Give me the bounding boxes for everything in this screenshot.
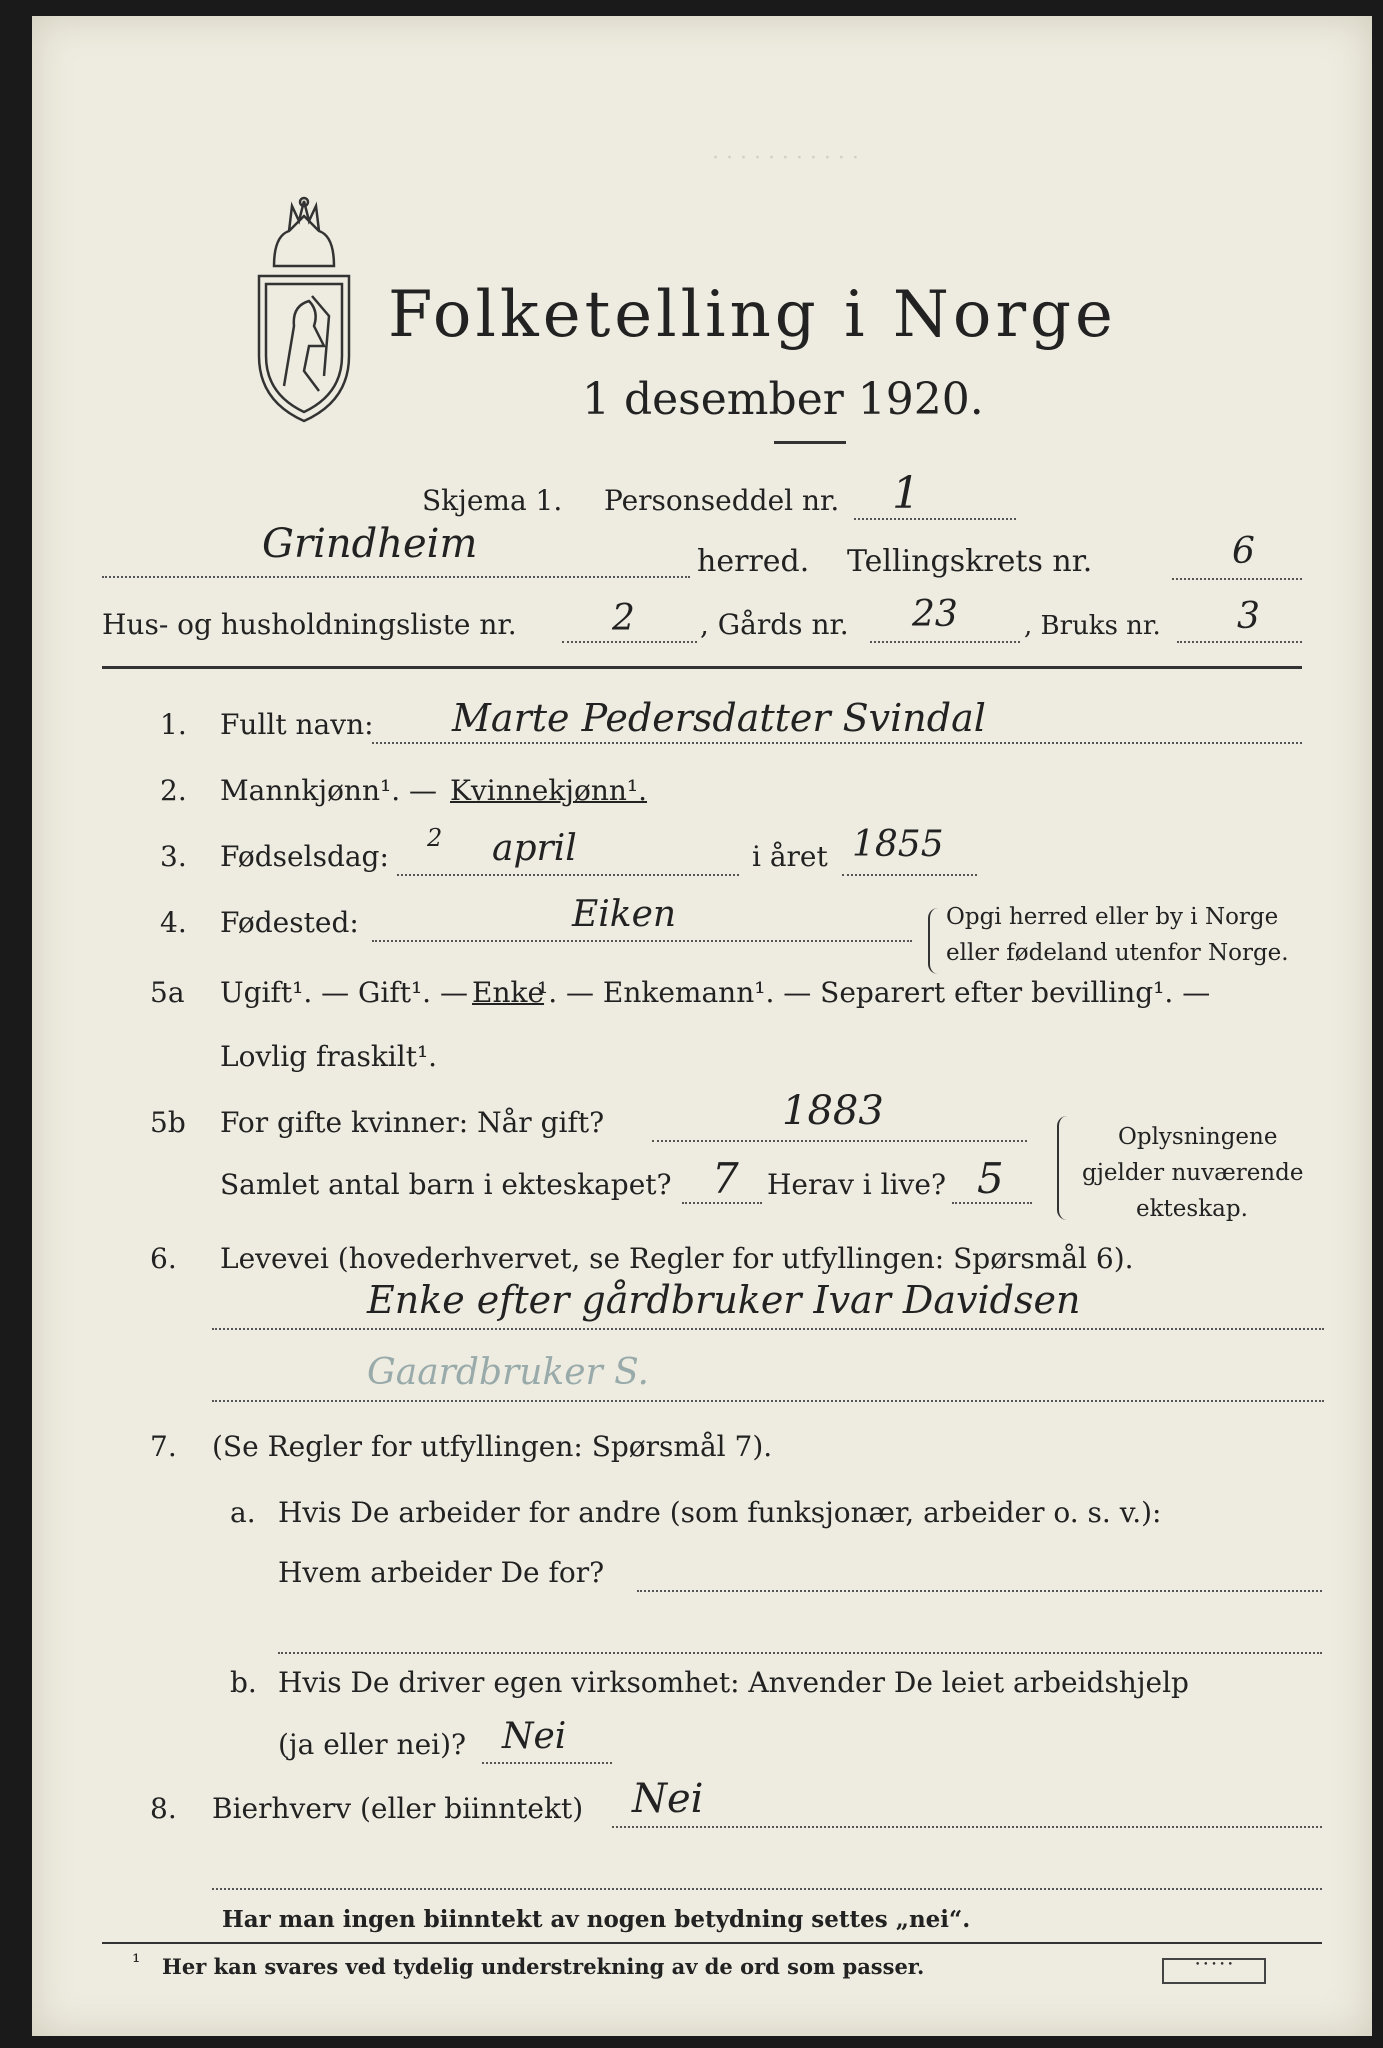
schema-label: Skjema 1. — [422, 484, 563, 517]
q7b-line — [482, 1762, 612, 1764]
q5b-note-line1: Oplysningene — [1118, 1124, 1278, 1150]
q7b-label2: (ja eller nei)? — [278, 1728, 467, 1761]
footer-note: Har man ingen biinntekt av nogen betydning settes „nei“. — [222, 1906, 971, 1933]
q7a-line1 — [637, 1590, 1322, 1592]
q7a-label2: Hvem arbeider De for? — [278, 1556, 605, 1589]
q5b-line — [652, 1140, 1027, 1142]
footnote-mark: ¹ — [132, 1950, 141, 1974]
q2-male-option[interactable]: Mannkjønn¹. — — [220, 774, 438, 807]
q6-label: Levevei (hovederhvervet, se Regler for utfyllingen: Spørsmål 6). — [220, 1242, 1134, 1275]
q3-line — [397, 874, 739, 876]
herred-label: herred. — [697, 544, 810, 579]
title-divider — [774, 441, 846, 444]
tellingskrets-value[interactable]: 6 — [1232, 531, 1255, 572]
q3-label: Fødselsdag: — [220, 840, 389, 873]
own-business-value[interactable]: Nei — [502, 1716, 567, 1757]
header-divider — [102, 666, 1302, 669]
q5b-number: 5b — [150, 1106, 186, 1139]
q8-line1 — [612, 1826, 1322, 1828]
hus-label: Hus- og husholdningsliste nr. — [102, 608, 517, 641]
bruks-label: , Bruks nr. — [1024, 611, 1161, 641]
form-date: 1 desember 1920. — [582, 374, 984, 425]
q3-year-label: i året — [752, 840, 828, 873]
q1-number: 1. — [160, 708, 187, 741]
birth-month-value[interactable]: april — [492, 828, 577, 869]
census-form — [32, 16, 1372, 2036]
coat-of-arms-icon — [254, 196, 354, 426]
hus-line — [562, 641, 697, 643]
side-income-value[interactable]: Nei — [632, 1776, 704, 1822]
q6-line2 — [212, 1400, 1324, 1402]
birthplace-value[interactable]: Eiken — [572, 894, 677, 935]
q5a-options-start[interactable]: Ugift¹. — Gift¹. — — [220, 976, 468, 1009]
q5a-options-rest[interactable]: ¹. — Enkemann¹. — Separert efter bevilling¹. — — [537, 976, 1211, 1009]
footer-divider — [102, 1942, 1322, 1944]
q7b-label: Hvis De driver egen virksomhet: Anvender De leiet arbeidshjelp — [278, 1666, 1189, 1699]
q2-number: 2. — [160, 774, 187, 807]
form-title: Folketelling i Norge — [388, 278, 1117, 352]
gards-label: , Gårds nr. — [700, 608, 849, 641]
birth-year-value[interactable]: 1855 — [852, 824, 944, 865]
q5b-alive-label: Herav i live? — [767, 1168, 946, 1201]
occupation-pencil-note: Gaardbruker S. — [367, 1352, 649, 1393]
q5b-label: For gifte kvinner: Når gift? — [220, 1106, 605, 1139]
q4-note-line2: eller fødeland utenfor Norge. — [946, 940, 1289, 966]
children-count-value[interactable]: 7 — [712, 1154, 739, 1203]
q8-line2 — [212, 1888, 1322, 1890]
personseddel-label: Personseddel nr. — [604, 484, 840, 517]
q4-line — [372, 940, 912, 942]
gards-value[interactable]: 23 — [912, 594, 958, 635]
children-alive-value[interactable]: 5 — [977, 1154, 1004, 1203]
q1-label: Fullt navn: — [220, 708, 374, 741]
q6-number: 6. — [150, 1242, 177, 1275]
q7a-letter: a. — [230, 1496, 256, 1529]
q6-line1 — [212, 1328, 1324, 1330]
q7b-letter: b. — [230, 1666, 257, 1699]
q5a-enke-option[interactable]: Enke — [472, 976, 545, 1009]
tellingskrets-label: Tellingskrets nr. — [847, 544, 1093, 579]
footnote: Her kan svares ved tydelig understrekning av de ord som passer. — [162, 1954, 925, 1979]
birth-day-value[interactable]: 2 — [427, 824, 443, 852]
q5b-children-label: Samlet antal barn i ekteskapet? — [220, 1168, 672, 1201]
q4-brace — [928, 908, 940, 974]
full-name-value[interactable]: Marte Pedersdatter Svindal — [452, 696, 986, 740]
q4-label: Fødested: — [220, 906, 359, 939]
bruks-line — [1177, 641, 1302, 643]
q7a-line2 — [278, 1652, 1322, 1654]
q5a-number: 5a — [150, 976, 185, 1009]
q7a-label: Hvis De arbeider for andre (som funksjonær, arbeider o. s. v.): — [278, 1496, 1162, 1529]
personseddel-line — [854, 518, 1016, 520]
q4-number: 4. — [160, 906, 187, 939]
q5a-line2[interactable]: Lovlig fraskilt¹. — [220, 1040, 438, 1073]
hus-value[interactable]: 2 — [612, 598, 635, 639]
q5b-note-line3: ekteskap. — [1136, 1196, 1248, 1222]
q8-label: Bierhverv (eller biinntekt) — [212, 1792, 584, 1825]
bleed-through: · · · · · · · · · · · — [712, 146, 859, 171]
marriage-year-value[interactable]: 1883 — [782, 1088, 884, 1134]
herred-value[interactable]: Grindheim — [262, 521, 478, 567]
personseddel-value[interactable]: 1 — [892, 468, 920, 519]
q7-number: 7. — [150, 1430, 177, 1463]
gards-line — [870, 641, 1020, 643]
q5b-note-line2: gjelder nuværende — [1082, 1160, 1304, 1186]
tellingskrets-line — [1172, 578, 1302, 580]
q2-female-option[interactable]: Kvinnekjønn¹. — [450, 774, 648, 807]
q5b-brace — [1057, 1116, 1069, 1220]
herred-line — [102, 576, 690, 578]
q4-note-line1: Opgi herred eller by i Norge — [946, 904, 1279, 930]
bruks-value[interactable]: 3 — [1237, 596, 1260, 637]
q8-number: 8. — [150, 1792, 177, 1825]
q3-number: 3. — [160, 840, 187, 873]
printer-stamp-icon: • • • • • — [1162, 1958, 1266, 1984]
q7-label: (Se Regler for utfyllingen: Spørsmål 7). — [212, 1430, 773, 1463]
q1-line — [372, 742, 1302, 744]
occupation-value[interactable]: Enke efter gårdbruker Ivar Davidsen — [367, 1278, 1081, 1322]
q3-year-line — [842, 874, 977, 876]
